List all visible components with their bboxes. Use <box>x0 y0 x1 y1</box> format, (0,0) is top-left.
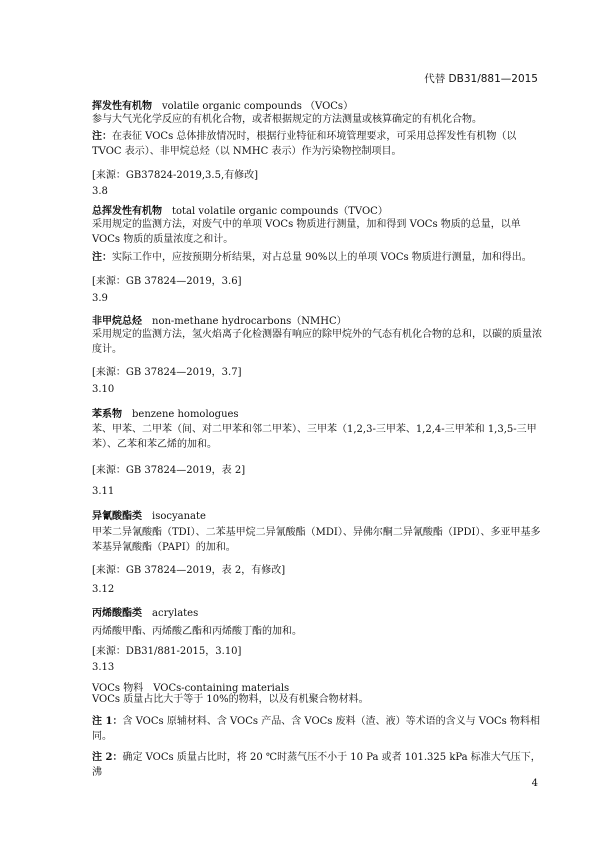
term-cn: VOCs 物料 <box>92 683 144 694</box>
definition: 甲苯二异氰酸酯（TDI）、二苯基甲烷二异氰酸酯（MDI）、异佛尔酮二异氰酸酯（IPDI）、多亚甲基多苯基异氰酸酯（PAPI）的加和。 <box>92 527 541 553</box>
note <box>92 250 547 265</box>
source: [来源：GB 37824—2019，表 2，有修改] <box>92 565 286 576</box>
term-cn: 丙烯酸酯类 <box>92 608 142 619</box>
document-code: 代替 DB31/881—2015 <box>424 73 538 85</box>
clause-number: 3.11 <box>92 486 115 497</box>
source: [来源：DB31/881-2015，3.10] <box>92 646 242 657</box>
term-cn: 非甲烷总烃 <box>92 316 142 327</box>
definition: 苯、甲苯、二甲苯（间、对二甲苯和邻二甲苯）、三甲苯（1,2,3-三甲苯、1,2,4-三甲苯和 1,3,5-三甲苯）、乙苯和苯乙烯的加和。 <box>92 424 537 450</box>
source: [来源：GB 37824—2019，表 2] <box>92 465 246 476</box>
term-cn: 挥发性有机物 <box>92 101 152 112</box>
definition: 采用规定的监测方法，对废气中的单项 VOCs 物质进行测量，加和得到 VOCs 物质的总量，以单 VOCs 物质的质量浓度之和计。 <box>92 219 521 245</box>
term-acrylates <box>92 604 198 619</box>
definition: 丙烯酸甲酯、丙烯酸乙酯和丙烯酸丁酯的加和。 <box>92 626 302 637</box>
term-isocyanate <box>92 507 206 522</box>
definition: 参与大气光化学反应的有机化合物，或者根据规定的方法测量或核算确定的有机化合物。 <box>92 114 482 125</box>
term-en: total volatile organic compounds（TVOC） <box>172 206 388 217</box>
clause-number: 3.12 <box>92 584 115 595</box>
term-en: non-methane hydrocarbons（NMHC） <box>152 316 347 327</box>
term-benzene <box>92 405 239 420</box>
note-2 <box>92 750 547 780</box>
note-label: 注 2： <box>92 752 123 763</box>
term-en: isocyanate <box>152 511 206 522</box>
term-en: acrylates <box>152 608 199 619</box>
note-text: 确定 VOCs 质量占比时，将 20 ℃时蒸气压不小于 10 Pa 或者 101.325 kPa 标准大气压下，沸 <box>92 752 541 778</box>
source: [来源：GB 37824—2019，3.6] <box>92 276 242 287</box>
clause-number: 3.9 <box>92 293 108 304</box>
term-cn: 总挥发性有机物 <box>92 206 162 217</box>
clause-number: 3.13 <box>92 662 115 673</box>
page-number: 4 <box>531 778 538 789</box>
note-label: 注 1： <box>92 716 123 727</box>
clause-number: 3.10 <box>92 384 115 395</box>
note-label: 注： <box>92 252 112 263</box>
note-1 <box>92 714 547 744</box>
note-text: 在表征 VOCs 总体排放情况时，根据行业特征和环境管理要求，可采用总挥发性有机物（以 TVOC 表示）、非甲烷总烃（以 NMHC 表示）作为污染物控制项目。 <box>92 131 517 157</box>
term-nmhc <box>92 312 347 327</box>
term-tvoc <box>92 202 388 217</box>
note-label: 注： <box>92 131 112 142</box>
note-text: 含 VOCs 原辅材料、含 VOCs 产品、含 VOCs 废料（渣、液）等术语的含义与 VOCs 物料相同。 <box>92 716 540 742</box>
source: [来源：GB 37824—2019，3.7] <box>92 367 242 378</box>
term-en: VOCs-containing materials <box>153 683 290 694</box>
clause-number: 3.8 <box>92 186 108 197</box>
term-voc <box>92 97 353 112</box>
term-cn: 苯系物 <box>92 409 122 420</box>
term-en: volatile organic compounds （VOCs） <box>162 101 354 112</box>
term-cn: 异氰酸酯类 <box>92 511 142 522</box>
definition: 采用规定的监测方法，氢火焰离子化检测器有响应的除甲烷外的气态有机化合物的总和，以碳的质量浓度计。 <box>92 329 542 355</box>
definition: VOCs 质量占比大于等于 10%的物料，以及有机聚合物材料。 <box>92 694 369 705</box>
source: [来源：GB37824-2019,3.5,有修改] <box>92 170 259 181</box>
term-en: benzene homologues <box>132 409 239 420</box>
note-text: 实际工作中，应按预期分析结果，对占总量 90%以上的单项 VOCs 物质进行测量，加和得出。 <box>112 252 532 263</box>
note <box>92 129 547 159</box>
